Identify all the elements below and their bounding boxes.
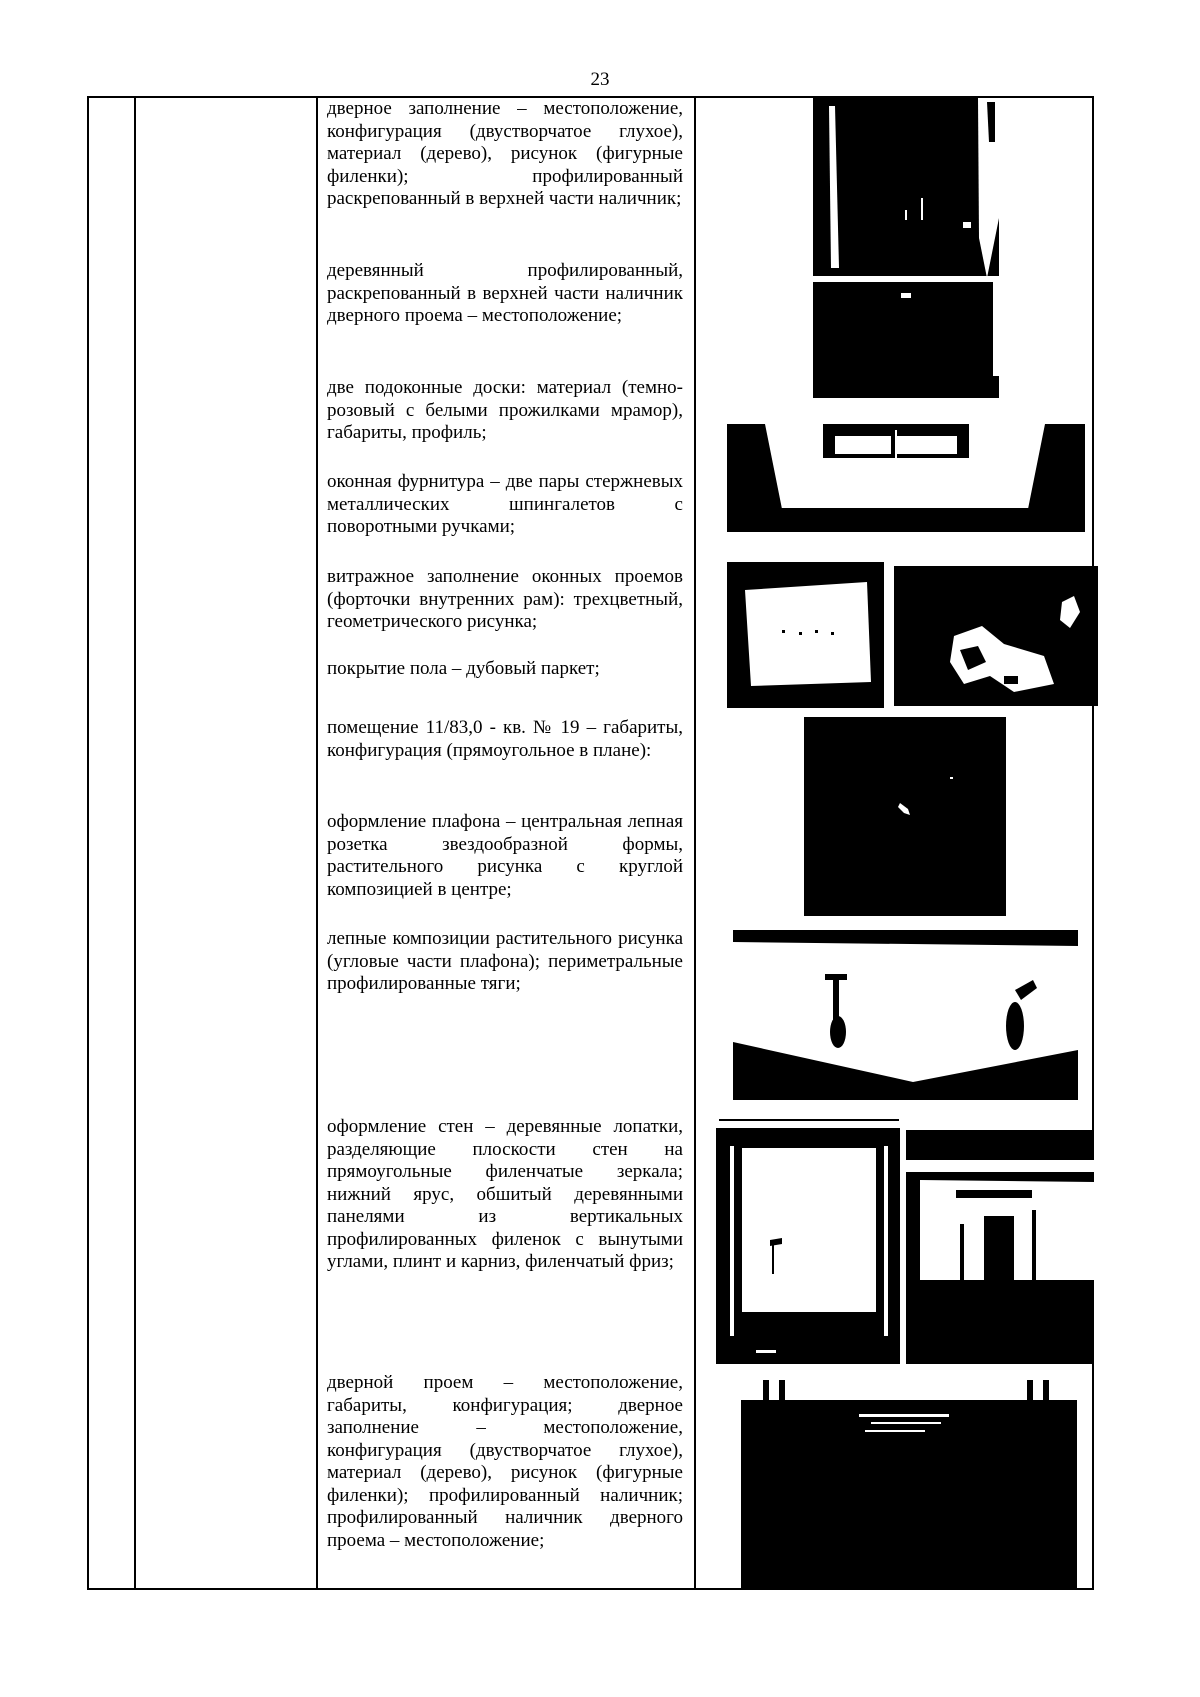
entry-window-hardware: оконная фурнитура – две пары стержневых металлических шпингалетов с поворотными ручками; xyxy=(327,471,683,537)
wall-paneling-photo-left xyxy=(716,1128,900,1364)
entry-room-dimensions: помещение 11/83,0 - кв. № 19 – габариты, конфигурация (прямоугольное в плане): xyxy=(327,717,683,761)
entry-ceiling-moldings: лепные композиции растительного рисунка (угловые части плафона); периметральные профилированные тяги; xyxy=(327,928,683,994)
window-sill-photo xyxy=(727,424,1085,532)
entry-floor: покрытие пола – дубовый паркет; xyxy=(327,658,600,679)
entry-stained-glass: витражное заполнение оконных проемов (форточки внутренних рам): трехцветный, геометрического рисунка; xyxy=(327,566,683,632)
stained-glass-photo xyxy=(727,562,884,708)
entry-door-casing: деревянный профилированный, раскрепованный в верхней части наличник дверного проема – местоположение; xyxy=(327,260,683,326)
entry-ceiling-rosette: оформление плафона – центральная лепная розетка звездообразной формы, растительного рисунка с круглой композицией в центре; xyxy=(327,811,683,900)
column-divider-2 xyxy=(316,96,318,1590)
entry-doorway-and-door: дверной проем – местоположение, габариты, конфигурация; дверное заполнение – местоположение, конфигурация (двустворчатое глухое), материал (дерево), рисунок (фигурные филенки); профилированный наличник; профилированный наличник дверного проема – местоположение; xyxy=(327,1372,683,1551)
parquet-floor-photo xyxy=(894,566,1098,706)
ceiling-moldings-photo xyxy=(733,930,1078,1100)
column-divider-3 xyxy=(694,96,696,1590)
door-photo-2 xyxy=(739,1380,1079,1588)
entry-window-sills: две подоконные доски: материал (темно-розовый с белыми прожилками мрамор), габариты, профиль; xyxy=(327,377,683,443)
door-photo xyxy=(813,98,999,398)
wall-paneling-photo-right xyxy=(906,1130,1094,1364)
page-number: 23 xyxy=(590,69,610,90)
entry-wall-paneling: оформление стен – деревянные лопатки, разделяющие плоскости стен на прямоугольные филенчатые зеркала; нижний ярус, обшитый деревянными панелями из вертикальных профилированных филенок с вынутыми углами, плинт и карниз, филенчатый фриз; xyxy=(327,1116,683,1272)
column-divider-1 xyxy=(134,96,136,1590)
entry-door-infill-1: дверное заполнение – местоположение, конфигурация (двустворчатое глухое), материал (дерево), рисунок (фигурные филенки); профилированный раскрепованный в верхней части наличник; xyxy=(327,98,683,209)
photo-separator-rule xyxy=(719,1119,899,1121)
ceiling-rosette-photo xyxy=(804,717,1006,916)
